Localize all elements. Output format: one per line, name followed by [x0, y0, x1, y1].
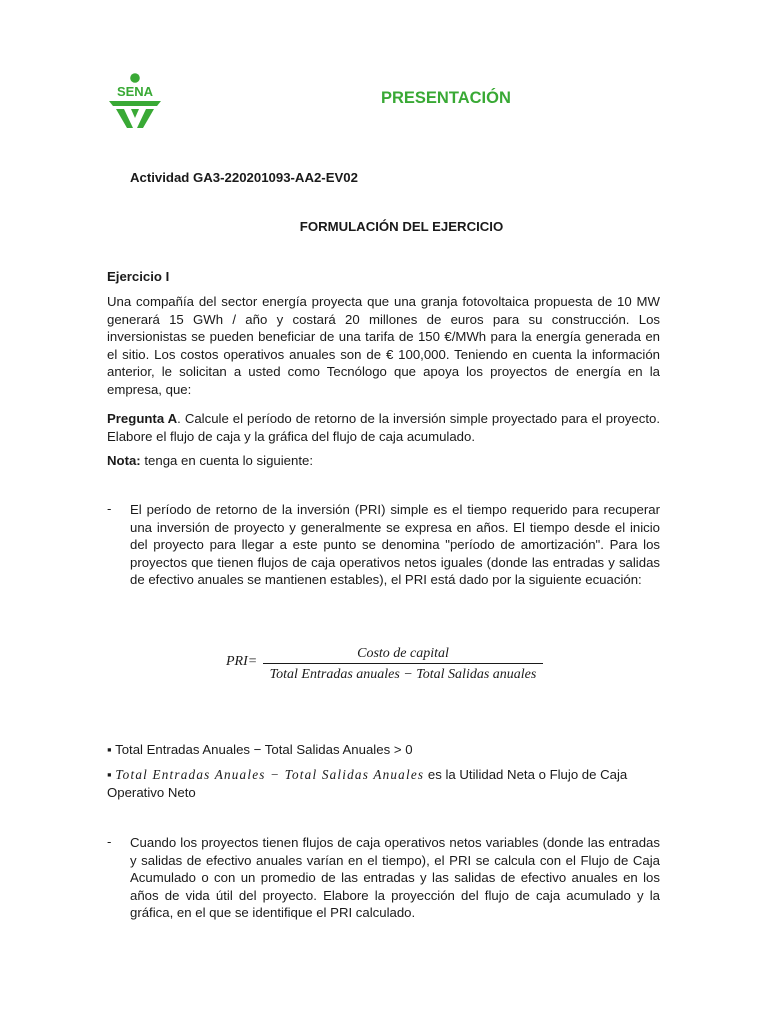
formulation-heading: FORMULACIÓN DEL EJERCICIO — [299, 219, 504, 234]
exercise-heading: Ejercicio I — [107, 269, 170, 284]
bullet-marker: ▪ — [107, 742, 112, 757]
activity-code: Actividad GA3-220201093-AA2-EV02 — [130, 170, 358, 185]
note-paragraph — [107, 452, 660, 470]
formula-lhs: PRI= — [226, 654, 258, 669]
formula-fraction — [263, 645, 543, 683]
formula-numerator: Costo de capital — [357, 646, 449, 661]
bullet-item — [107, 742, 413, 757]
bullet-marker: ▪ — [107, 767, 112, 782]
note-label: Nota: — [107, 453, 141, 468]
sena-logo-graphic — [106, 72, 164, 130]
bullet-text: Total Entradas Anuales − Total Salidas Anuales > 0 — [111, 742, 413, 757]
sena-logo — [106, 72, 164, 130]
list-item-text: El período de retorno de la inversión (PRI) simple es el tiempo requerido para recuperar una inversión de proyecto y generalmente se expresa en años. El tiempo desde el inicio del proyecto para llegar a este punto se denomina "período de amortización". Para los proyectos que tienen flujos de caja operativos netos iguales (donde las entradas y salidas de efectivo anuales se mantienen estables), el PRI está dado por la siguiente ecuación: — [130, 502, 660, 587]
list-marker: - — [107, 501, 112, 516]
list-marker: - — [107, 834, 112, 849]
fraction-bar — [263, 663, 543, 664]
question-label: Pregunta A — [107, 411, 178, 426]
list-item — [107, 501, 660, 589]
bullet-math: Total Entradas Anuales − Total Salidas Anuales — [115, 767, 425, 782]
bullet-text: es la Utilidad Neta o Flujo de Caja Operativo Neto — [107, 767, 628, 800]
logo-text: SENA — [116, 84, 154, 99]
page-title: PRESENTACIÓN — [381, 89, 511, 107]
list-item-text: Cuando los proyectos tienen flujos de caja operativos netos variables (donde las entradas y salidas de efectivo anuales varían en el tiempo), el PRI se calcula con el Flujo de Caja Acumulado o con un promedio de las entradas y las salidas de efectivo anuales en los años de vida útil del proyecto. Elabore la proyección del flujo de caja acumulado y la gráfica, en el que se identifique el PRI calculado. — [130, 835, 660, 920]
formula-denominator: Total Entradas anuales − Total Salidas anuales — [269, 667, 537, 682]
bullet-item — [107, 766, 660, 802]
exercise-statement: Una compañía del sector energía proyecta que una granja fotovoltaica propuesta de 10 MW generará 15 GWh / año y costará 20 millones de euros para su construcción. Los inversionistas se pueden beneficiar de una tarifa de 150 €/MWh para la energía generada en el sitio. Los costos operativos anuales son de € 100,000. Teniendo en cuenta la información anterior, le solicitan a usted como Tecnólogo que apoya los proyectos de energía en la empresa, que: — [107, 294, 660, 397]
note-text: tenga en cuenta lo siguiente: — [140, 453, 314, 468]
question-text: . Calcule el período de retorno de la inversión simple proyectado para el proyecto. Elabore el flujo de caja y la gráfica del flujo de caja acumulado. — [107, 411, 660, 444]
question-paragraph — [107, 410, 660, 445]
list-item — [107, 834, 660, 922]
